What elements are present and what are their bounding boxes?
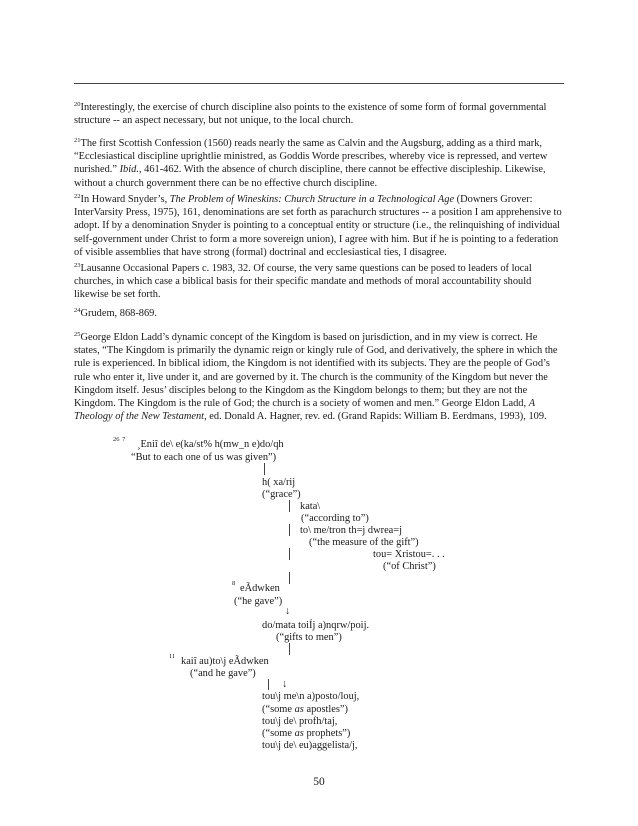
diagram-english-line: (“some as prophets”) <box>262 728 351 739</box>
diagram-greek-line: tou= Xristou=. . . <box>373 549 445 560</box>
footnote-25: $^{25}$George Eldon Ladd’s dynamic concept of the Kingdom is based on jurisdiction, and in my view is correct. He states, “The Kingdom is primarily the dynamic reign or kingly rule of God, and derivatively, the sphere in which the rule is experienced. In biblical idiom, the Kingdom is not identified with its subjects. They are the people of God’s rule who enter it, live under it, and are governed by it. The church is the community of the Kingdom but never the Kingdom itself. Jesus’ disciples belong to the Kingdom as the Kingdom belongs to them; but they are not the Kingdom. The Kingdom is the rule of God; the church is a society of women and men.” George Eldon Ladd, A Theology of the New Testament, ed. Donald A. Hagner, rev. ed. (Grand Rapids: William B. Eerdmans, 1993), 109. <box>74 331 558 423</box>
diagram-english-line: (“gifts to men”) <box>276 632 342 643</box>
diagram-connector <box>289 500 290 512</box>
diagram-greek-line: kata\ <box>300 501 321 512</box>
footnote-24: $^{24}$Grudem, 868-869. <box>74 307 157 319</box>
diagram-english-line: (“and he gave”) <box>190 668 256 679</box>
diagram-greek-line: kaiî au)to\j eÃdwken <box>181 656 269 667</box>
footnote-21: $^{21}$The first Scottish Confession (1560) reads nearly the same as Calvin and the Augsburg, adding as a third mark, “Ecclesiastical discipline uprightlie ministred, as Goddis Worde prescribes, whereby vice is repressed, and vertew nurished.” Ibid., 461-462. With the absence of church discipline, there cannot be effective discipleship. Likewise, without a church government there can be no effective church discipline. <box>74 137 548 189</box>
diagram-connector <box>289 572 290 584</box>
diagram-english-line: (“of Christ”) <box>383 561 436 572</box>
arrow-down-icon: ↓ <box>282 679 288 690</box>
diagram-english-line: “But to each one of us was given”) <box>131 452 277 463</box>
footnote-22: $^{22}$In Howard Snyder’s, The Problem of Wineskins: Church Structure in a Technological Age (Downers Grover: InterVarsity Press, 1975), 161, denominations are set forth as parachurch structures -- a position I am apprehensive to adopt. If by a denomination Snyder is pointing to a conceptual entity or structure (i.e., the relinquishing of individual self-government under Christ to form a more sovereign union), I agree with him. But if he is pointing to a federation of visible assemblies that have strong (formal) doctrinal and ecclesiastical ties, I disagree. <box>74 193 562 258</box>
footnote-20: $^{20}$Interestingly, the exercise of church discipline also points to the existence of some form of formal governmental structure -- an aspect necessary, but not unique, to the local church. <box>74 101 547 127</box>
page-number: 50 <box>313 776 325 788</box>
diagram-greek-line: tou\j me\n a)posto/louj, <box>262 691 360 702</box>
diagram-greek-line: eÃdwken <box>240 583 280 594</box>
verse-8-marker: 8 <box>232 580 236 587</box>
diagram-connector <box>289 643 290 655</box>
diagram-english-line: (“some as apostles”) <box>262 704 349 715</box>
diagram-connector <box>264 463 265 475</box>
footnote-23: $^{23}$Lausanne Occasional Papers c. 1983, 32. Of course, the very same questions can be posed to leaders of local churches, in which case a biblical basis for their specific mandate and methods of moral accountability should likewise be set forth. <box>74 262 532 301</box>
diagram-english-line: (“he gave”) <box>234 596 283 607</box>
footnote-26-marker: $^{26}$ $^7$ <box>113 436 126 443</box>
diagram-connector <box>289 524 290 536</box>
diagram-english-line: (“grace”) <box>262 489 301 500</box>
diagram-english-line: (“the measure of the gift”) <box>309 537 419 548</box>
arrow-down-icon: ↓ <box>285 606 291 617</box>
diagram-greek-line: to\ me/tron th=j dwrea=j <box>300 525 403 536</box>
diagram-greek-line: do/mata toiÍj a)nqrw/poij. <box>262 620 370 631</box>
diagram-greek-line: ¸Eniî de\ e(ka/st% h(mw_n e)do/qh <box>137 439 284 450</box>
verse-11-marker: 11 <box>169 653 176 660</box>
diagram-connector <box>268 679 269 690</box>
diagram-connector <box>289 548 290 560</box>
diagram-greek-line: tou\j de\ profh/taj, <box>262 716 338 727</box>
diagram-greek-line: h( xa/rij <box>262 477 296 488</box>
footnote-separator <box>74 83 564 84</box>
diagram-english-line: (“according to”) <box>301 513 369 524</box>
diagram-greek-line: tou\j de\ eu)aggelista/j, <box>262 740 358 751</box>
